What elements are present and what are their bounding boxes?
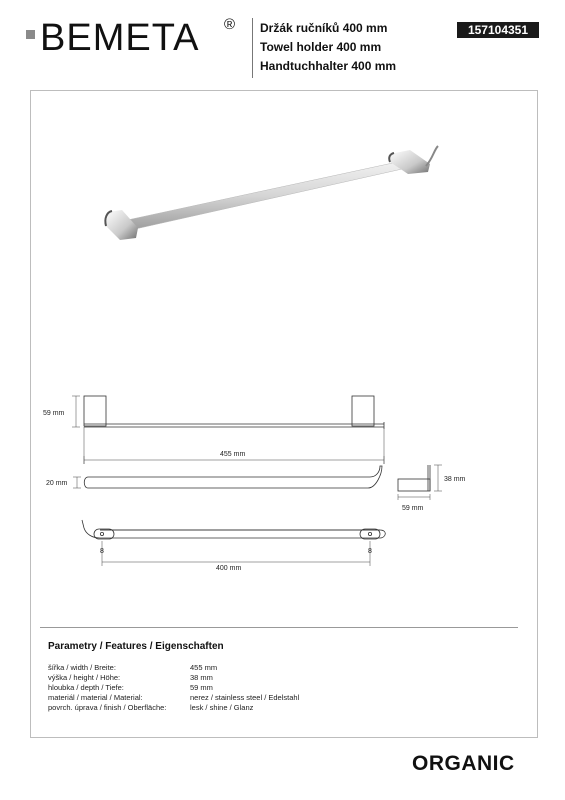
spec-label: výška / height / Höhe: <box>48 673 121 682</box>
spec-value: 455 mm <box>190 663 218 672</box>
registered-mark: ® <box>224 16 236 33</box>
logo-square <box>26 30 35 39</box>
front-view <box>84 466 382 488</box>
spec-row <box>48 703 390 713</box>
spec-value: 38 mm <box>190 673 213 682</box>
spec-row <box>48 693 390 703</box>
spec-label: hloubka / depth / Tiefe: <box>48 683 124 692</box>
technical-drawings <box>30 380 538 590</box>
spec-value: 59 mm <box>190 683 213 692</box>
title-en: Towel holder 400 mm <box>260 40 382 54</box>
thickness-dimension: 20 mm <box>46 480 68 487</box>
brand-name: BEMETA <box>40 17 200 59</box>
brand-logo <box>26 14 248 64</box>
spec-row <box>48 683 390 693</box>
product-code-badge: 157104351 <box>457 22 539 38</box>
spec-value: nerez / stainless steel / Edelstahl <box>190 693 300 702</box>
width-dimension: 455 mm <box>220 451 246 458</box>
mount-mark-left: 8 <box>100 548 104 555</box>
spec-label: povrch. úprava / finish / Oberfläche: <box>48 703 167 712</box>
header-divider <box>252 18 253 78</box>
side-view <box>398 465 430 491</box>
mount-spacing-dimension: 400 mm <box>216 565 242 572</box>
spec-label: šířka / width / Breite: <box>48 663 116 672</box>
height-dimension: 59 mm <box>43 410 65 417</box>
mount-mark-right: 8 <box>368 548 372 555</box>
product-photo <box>98 140 448 250</box>
product-titles <box>260 19 396 76</box>
spec-row <box>48 663 390 673</box>
specs-table <box>48 663 390 713</box>
title-de: Handtuchhalter 400 mm <box>260 59 397 73</box>
series-name: ORGANIC <box>412 752 515 775</box>
section-divider <box>40 627 518 628</box>
side-depth-dimension: 59 mm <box>402 505 424 512</box>
specs-title: Parametry / Features / Eigenschaften <box>48 641 224 652</box>
top-view <box>84 396 384 429</box>
side-height-dimension: 38 mm <box>444 476 466 483</box>
title-cz: Držák ručníků 400 mm <box>260 21 388 35</box>
spec-row <box>48 673 390 683</box>
spec-label: materiál / material / Material: <box>48 693 143 702</box>
mount-view <box>82 520 385 539</box>
spec-value: lesk / shine / Glanz <box>190 703 254 712</box>
